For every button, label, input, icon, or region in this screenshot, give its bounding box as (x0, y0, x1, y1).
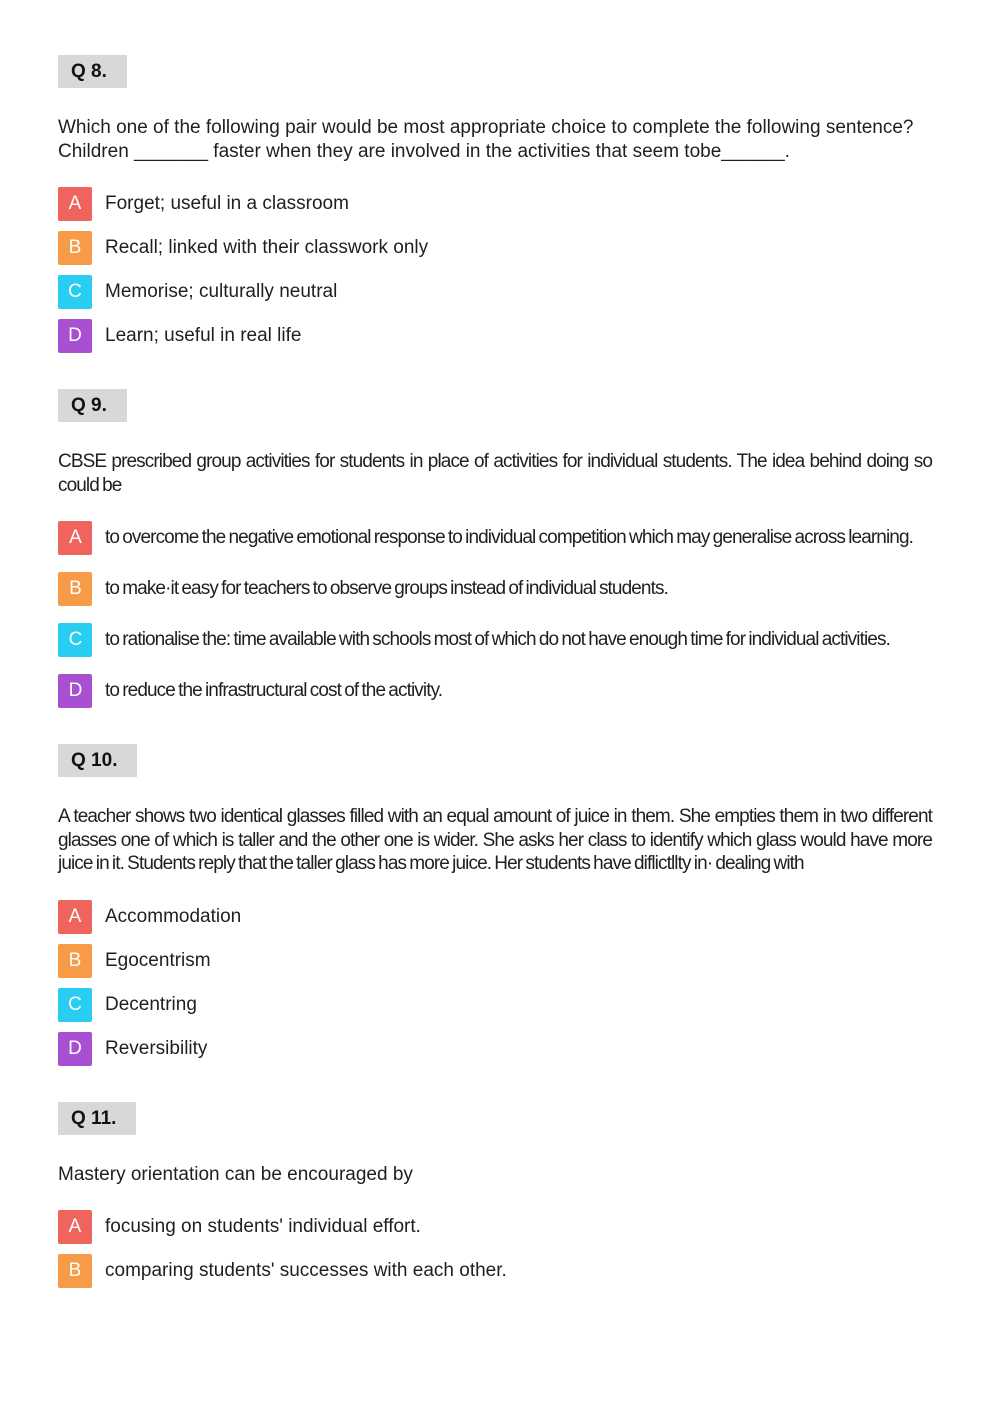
option-row-a[interactable] (58, 521, 932, 555)
question-8-label: Q 8. (71, 61, 107, 82)
option-row-c[interactable] (58, 988, 932, 1022)
option-row-a[interactable] (58, 187, 932, 221)
option-b-text: to make·it easy for teachers to observe groups instead of individual students. (105, 578, 668, 600)
option-b-badge[interactable]: B (58, 572, 92, 606)
option-row-a[interactable] (58, 900, 932, 934)
option-d-badge[interactable]: D (58, 319, 92, 353)
option-c-text: to rationalise the: time available with schools most of which do not have enough time for individual activities. (105, 629, 890, 651)
question-9-options (58, 521, 932, 708)
option-d-text: Reversibility (105, 1037, 208, 1059)
option-b-text: comparing students' successes with each other. (105, 1260, 507, 1282)
option-a-badge[interactable]: A (58, 900, 92, 934)
option-row-c[interactable] (58, 275, 932, 309)
option-c-badge[interactable]: C (58, 275, 92, 309)
option-a-text: Accommodation (105, 905, 242, 927)
option-d-badge[interactable]: D (58, 674, 92, 708)
option-c-text: Memorise; culturally neutral (105, 281, 338, 303)
option-b-badge[interactable]: B (58, 231, 92, 265)
option-row-d[interactable] (58, 674, 932, 708)
option-b-text: Recall; linked with their classwork only (105, 237, 429, 259)
option-a-badge[interactable]: A (58, 1210, 92, 1244)
question-10-header (58, 744, 137, 777)
option-d-text: to reduce the infrastructural cost of the activity. (105, 680, 443, 702)
option-row-d[interactable] (58, 319, 932, 353)
question-11-text: Mastery orientation can be encouraged by (58, 1163, 413, 1185)
question-9 (58, 389, 932, 708)
option-b-text: Egocentrism (105, 949, 211, 971)
option-c-text: Decentring (105, 993, 197, 1015)
option-row-a[interactable] (58, 1210, 932, 1244)
option-c-badge[interactable]: C (58, 623, 92, 657)
question-11-options (58, 1210, 932, 1288)
option-c-badge[interactable]: C (58, 988, 92, 1022)
question-8-text: Which one of the following pair would be most appropriate choice to complete the following sentence? Children _______ faster when they are involved in the activities that seem tobe______. (58, 117, 914, 162)
question-11-label: Q 11. (71, 1107, 117, 1129)
option-a-text: to overcome the negative emotional response to individual competition which may generalise across learning. (105, 527, 913, 549)
option-a-text: Forget; useful in a classroom (105, 193, 349, 215)
question-9-label: Q 9. (71, 395, 107, 416)
option-row-b[interactable] (58, 944, 932, 978)
option-row-b[interactable] (58, 1254, 932, 1288)
option-row-c[interactable] (58, 623, 932, 657)
question-10-label: Q 10. (71, 750, 118, 771)
option-b-badge[interactable]: B (58, 1254, 92, 1288)
question-11-header (58, 1102, 136, 1135)
option-a-badge[interactable]: A (58, 521, 92, 555)
question-8 (58, 55, 932, 353)
option-d-text: Learn; useful in real life (105, 325, 302, 347)
option-row-b[interactable] (58, 231, 932, 265)
question-11 (58, 1102, 932, 1289)
option-a-badge[interactable]: A (58, 187, 92, 221)
option-row-b[interactable] (58, 572, 932, 606)
option-row-d[interactable] (58, 1032, 932, 1066)
option-d-badge[interactable]: D (58, 1032, 92, 1066)
question-10-text: A teacher shows two identical glasses filled with an equal amount of juice in them. She empties them in two different glasses one of which is taller and the other one is wider. She asks her class to identify which glass would have more juice in it. Students reply that the taller glass has more juice. Her students have diflictllty in· dealing with (58, 806, 932, 874)
option-a-text: focusing on students' individual effort. (105, 1216, 421, 1238)
question-8-header (58, 55, 127, 88)
question-8-options (58, 187, 932, 353)
option-b-badge[interactable]: B (58, 944, 92, 978)
question-9-header (58, 389, 127, 422)
question-10 (58, 744, 932, 1066)
question-10-options (58, 900, 932, 1066)
question-9-text: CBSE prescribed group activities for students in place of activities for individual students. The idea behind doing so could be (58, 451, 932, 496)
